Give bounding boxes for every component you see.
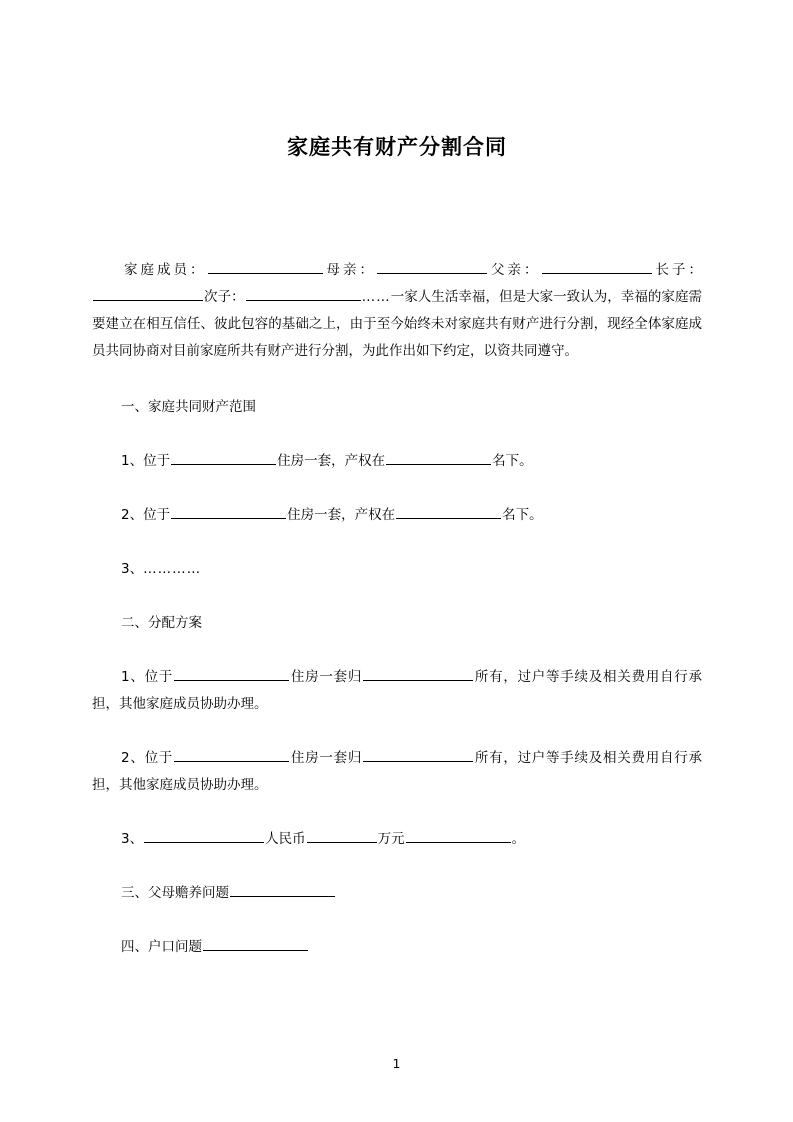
- preamble-paragraph: [92, 257, 702, 365]
- section1-item2: [92, 502, 702, 529]
- section1-item1-part2: 住房一套，产权在: [277, 453, 386, 469]
- document-content: [92, 0, 702, 961]
- preamble-dots: ……: [361, 289, 391, 305]
- section1-item2-part2: 住房一套，产权在: [287, 507, 396, 523]
- section2-item2-part2: 住房一套归: [290, 750, 363, 766]
- blank-s2-i2-a[interactable]: [174, 746, 289, 762]
- section2-item2-number: 2、: [121, 750, 145, 766]
- page-number: 1: [392, 1056, 401, 1071]
- section2-item1-number: 1、: [121, 669, 145, 685]
- preamble-label-eldest-son: 长子：: [652, 262, 702, 278]
- section1-item1-number: 1、: [121, 453, 144, 469]
- blank-members[interactable]: [208, 258, 323, 274]
- preamble-text: 一家人生活幸福，但是大家一致认为，幸福的家庭需要建立在相互信任、彼此包容的基础之上，由于至今始终未对家庭共有财产进行分割，现经全体家庭成员共同协商对目前家庭所共有财产进行分割，为此作出如下约定，以资共同遵守。: [92, 289, 703, 359]
- section1-item1-part3: 名下。: [492, 453, 533, 469]
- blank-s2-i2-b[interactable]: [363, 746, 473, 762]
- blank-s2-i1-b[interactable]: [363, 665, 473, 681]
- section2-item1-part1: 位于: [144, 669, 174, 685]
- section2-item1-part2: 住房一套归: [290, 669, 363, 685]
- preamble-label-members: 家庭成员：: [121, 262, 207, 278]
- blank-section4[interactable]: [203, 935, 308, 951]
- section-heading-2: 二、分配方案: [121, 615, 202, 631]
- section-heading-4-label: 四、户口问题: [121, 939, 202, 955]
- section2-item2-part1: 位于: [144, 750, 174, 766]
- section1-item1-part1: 位于: [143, 453, 171, 469]
- section2-item3-part3: 。: [511, 831, 526, 847]
- section-heading-4: [92, 934, 702, 961]
- blank-s1-i2-b[interactable]: [396, 503, 501, 519]
- section2-item3-number: 3、: [121, 831, 144, 847]
- blank-father[interactable]: [542, 258, 652, 274]
- section-heading-3-label: 三、父母赡养问题: [121, 885, 229, 901]
- blank-s2-i3-a[interactable]: [144, 827, 264, 843]
- section2-item2: [92, 745, 702, 799]
- blank-second-son[interactable]: [246, 285, 361, 301]
- section1-item2-part3: 名下。: [502, 507, 543, 523]
- blank-s2-i1-a[interactable]: [174, 665, 289, 681]
- section2-item1: [92, 664, 702, 718]
- section-heading-3: [92, 880, 702, 907]
- blank-section3[interactable]: [230, 881, 335, 897]
- blank-mother[interactable]: [377, 258, 487, 274]
- section2-item2-part3: 所有，过户等手续及相关费用自行承担，其他家庭成员协助办理。: [92, 750, 703, 793]
- section1-item3: [92, 556, 702, 583]
- preamble-label-second-son: 次子：: [204, 289, 245, 305]
- blank-eldest-son[interactable]: [93, 285, 203, 301]
- blank-s2-i3-b[interactable]: [307, 827, 377, 843]
- preamble-label-father: 父亲：: [488, 262, 541, 278]
- section1-item3-dots: …………: [143, 561, 202, 577]
- section2-item3-part2: 万元: [377, 831, 405, 847]
- page-title: 家庭共有财产分割合同: [287, 135, 507, 159]
- preamble-label-mother: 母亲：: [323, 262, 376, 278]
- section2-item3-part1: 人民币: [265, 831, 306, 847]
- section1-item2-part1: 位于: [143, 507, 171, 523]
- section2-item1-part3: 所有，过户等手续及相关费用自行承担，其他家庭成员协助办理。: [92, 669, 703, 712]
- section2-item3: [92, 826, 702, 853]
- blank-s1-i2-a[interactable]: [171, 503, 286, 519]
- blank-s1-i1-b[interactable]: [386, 449, 491, 465]
- section1-item1: [92, 448, 702, 475]
- blank-s1-i1-a[interactable]: [171, 449, 276, 465]
- blank-s2-i3-c[interactable]: [406, 827, 511, 843]
- section1-item3-number: 3、: [121, 561, 144, 577]
- section1-item2-number: 2、: [121, 507, 144, 523]
- section-heading-1: 一、家庭共同财产范围: [121, 399, 256, 415]
